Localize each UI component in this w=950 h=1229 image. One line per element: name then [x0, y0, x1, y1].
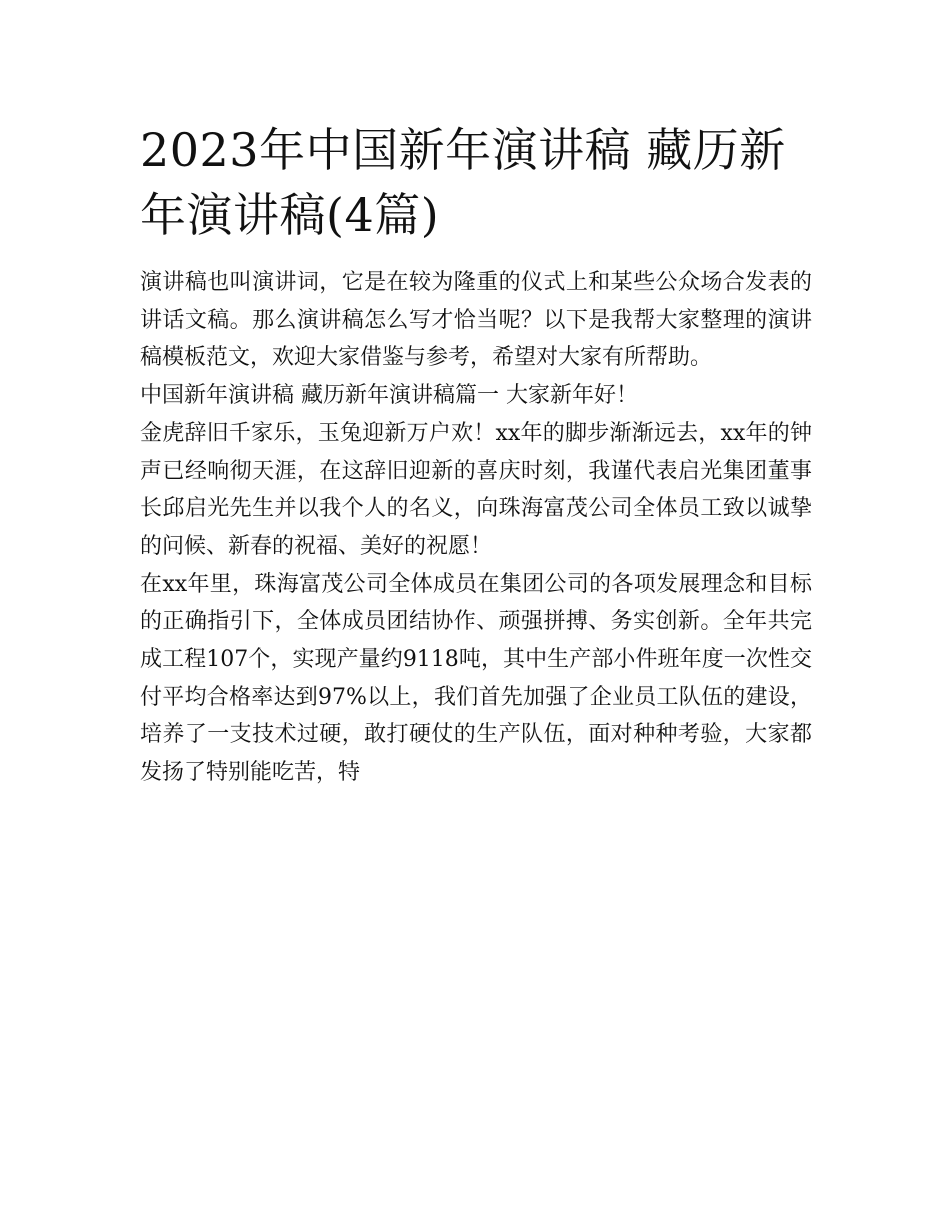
greeting-paragraph: 金虎辞旧千家乐，玉兔迎新万户欢！xx年的脚步渐渐远去，xx年的钟声已经响彻天涯，在这辞旧迎新的喜庆时刻，我谨代表启光集团董事长邱启光先生并以我个人的名义，向珠海富茂公司全体员工致以诚挚的问候、新春的祝福、美好的祝愿！: [140, 420, 812, 559]
intro-paragraph: 演讲稿也叫演讲词，它是在较为隆重的仪式上和某些公众场合发表的讲话文稿。那么演讲稿怎么写才恰当呢？以下是我帮大家整理的演讲稿模板范文，欢迎大家借鉴与参考，希望对大家有所帮助。: [140, 270, 812, 371]
section-heading-paragraph: 中国新年演讲稿 藏历新年演讲稿篇一 大家新年好！: [140, 383, 638, 409]
document-title: 2023年中国新年演讲稿 藏历新年演讲稿(4篇): [140, 123, 786, 242]
review-paragraph: 在xx年里，珠海富茂公司全体成员在集团公司的各项发展理念和目标的正确指引下，全体成员团结协作、顽强拼搏、务实创新。全年共完成工程107个，实现产量约9118吨，其中生产部小件班年度一次性交付平均合格率达到97%以上，我们首先加强了企业员工队伍的建设，培养了一支技术过硬，敢打硬仗的生产队伍，面对种种考验，大家都发扬了特别能吃苦，特: [140, 571, 812, 786]
document-body: [140, 118, 812, 792]
